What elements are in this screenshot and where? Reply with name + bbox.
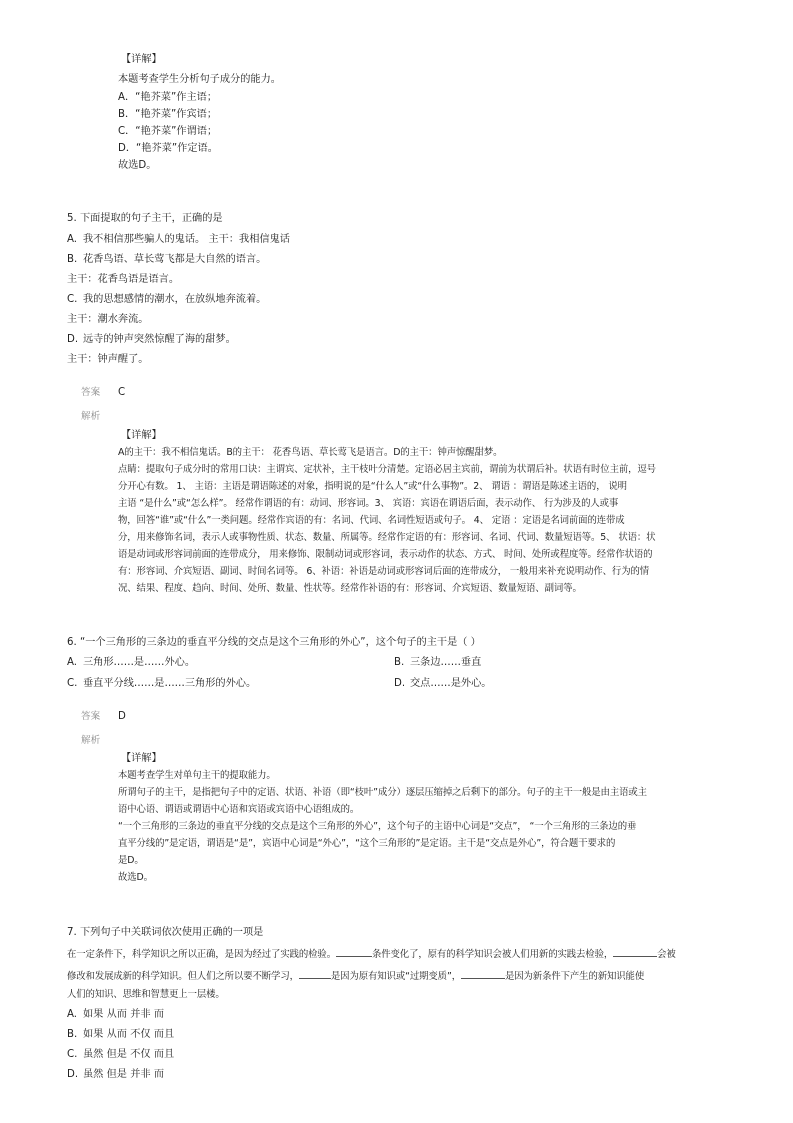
option-text: 如果 从而 不仅 而且 bbox=[83, 1029, 175, 1040]
detail-tag: 【详解】 bbox=[121, 753, 162, 764]
question-7-passage-line-2 bbox=[67, 968, 644, 984]
analysis-line: 分，用来修饰名词，表示人或事物性质、状态、数量、所属等。经常作定语的有：形容词、名词、代词、数量短语等。5、 状语：状 bbox=[118, 532, 656, 543]
detail-option-d: D．“艳芥菜”作定语。 bbox=[118, 143, 218, 154]
answer-value: D bbox=[118, 711, 126, 722]
option-letter: C. bbox=[67, 678, 78, 689]
option-text: 远寺的钟声突然惊醒了海的甜梦。 bbox=[83, 334, 236, 345]
fill-blank bbox=[299, 968, 331, 979]
option-letter: A. bbox=[67, 234, 78, 245]
analysis-line: 物，回答“谁”或“什么”一类问题。经常作宾语的有：名词、代词、名词性短语或句子。 4、 定语 ：定语是名词前面的连带成 bbox=[118, 515, 625, 526]
question-5-option-b bbox=[67, 253, 266, 267]
analysis-line: 本题考查学生对单句主干的提取能力。 bbox=[118, 770, 276, 781]
analysis-line: 是D。 bbox=[118, 855, 144, 866]
question-6-option-c bbox=[67, 677, 256, 691]
fill-blank bbox=[336, 946, 372, 957]
analysis-line: 语中心语、谓语或谓语中心语和宾语或宾语中心语组成的。 bbox=[118, 804, 360, 815]
option-letter: D. bbox=[67, 1069, 79, 1080]
option-letter: D. bbox=[394, 678, 406, 689]
detail-option-c: C．“艳芥菜”作谓语； bbox=[118, 126, 218, 137]
question-5-stem: 5. 下面提取的句子主干，正确的是 bbox=[67, 213, 223, 224]
answer-value: C bbox=[118, 387, 126, 398]
option-letter: A. bbox=[67, 657, 78, 668]
question-7-passage-line-3: 人们的知识、思维和智慧更上一层楼。 bbox=[67, 989, 225, 1000]
detail-tag: 【详解】 bbox=[121, 54, 162, 65]
question-7-option-d bbox=[67, 1068, 164, 1082]
answer-label: 答案 bbox=[81, 711, 101, 722]
question-7-option-c bbox=[67, 1048, 174, 1062]
analysis-line: 直平分线的”是定语，谓语是“是”，宾语中心词是“外心”，“这个三角形的”是定语。主干是“交点是外心”，符合题干要求的 bbox=[118, 838, 616, 849]
analysis-label: 解析 bbox=[81, 411, 101, 422]
question-7-option-a bbox=[67, 1008, 164, 1022]
passage-text: 条件变化了，原有的科学知识会被人们用新的实践去检验， bbox=[371, 949, 614, 960]
option-text: 虽然 但是 并非 而 bbox=[83, 1069, 165, 1080]
question-5-option-c-trunk: 主干：潮水奔流。 bbox=[67, 314, 149, 325]
answer-label: 答案 bbox=[81, 387, 101, 398]
option-letter: B. bbox=[67, 254, 78, 265]
option-text: 三角形……是……外心。 bbox=[83, 657, 196, 668]
option-text: 我的思想感情的潮水，在放纵地奔流着。 bbox=[83, 294, 267, 305]
detail-option-a: A．“艳芥菜”作主语； bbox=[118, 92, 218, 103]
question-6-option-b bbox=[394, 656, 481, 670]
option-text: 我不相信那些骗人的鬼话。 主干：我相信鬼话 bbox=[83, 234, 290, 245]
option-text: 如果 从而 并非 而 bbox=[83, 1009, 165, 1020]
passage-text: 是因为原有知识或“过期变质”， bbox=[330, 971, 461, 982]
option-letter: B. bbox=[67, 1029, 78, 1040]
analysis-line: 点睛：提取句子成分时的常用口诀：主谓宾、定状补，主干枝叶分清楚。定语必居主宾前，谓前为状谓后补。状语有时位主前，逗号 bbox=[118, 464, 656, 475]
question-6-stem: 6. “一个三角形的三条边的垂直平分线的交点是这个三角形的外心”，这个句子的主干是（ ） bbox=[67, 637, 481, 648]
passage-text: 修改和发展成新的科学知识。但人们之所以要不断学习， bbox=[67, 971, 299, 982]
fill-blank bbox=[461, 968, 505, 979]
detail-tag: 【详解】 bbox=[121, 430, 162, 441]
detail-conclusion: 故选D。 bbox=[118, 160, 157, 171]
option-letter: D. bbox=[67, 334, 79, 345]
question-5-option-b-trunk: 主干：花香鸟语是语言。 bbox=[67, 274, 180, 285]
analysis-line: 所谓句子的主干，是指把句子中的定语、状语、补语（即“枝叶”成分）逐层压缩掉之后剩下的部分。句子的主干一般是由主语或主 bbox=[118, 787, 647, 798]
analysis-line: 语是动词或形容词前面的连带成分， 用来修饰、限制动词或形容词，表示动作的状态、方式、 时间、处所或程度等。经常作状语的 bbox=[118, 549, 653, 560]
passage-text: 在一定条件下，科学知识之所以正确，是因为经过了实践的检验。 bbox=[67, 949, 336, 960]
question-5-option-d bbox=[67, 333, 236, 347]
analysis-line: 故选D。 bbox=[118, 872, 153, 883]
option-text: 三条边……垂直 bbox=[410, 657, 482, 668]
option-text: 虽然 但是 不仅 而且 bbox=[83, 1049, 175, 1060]
analysis-line: 有：形容词、介宾短语、副词、时间名词等。 6、补语：补语是动词或形容词后面的连带成分， 一般用来补充说明动作、行为的情 bbox=[118, 566, 650, 577]
option-letter: C. bbox=[67, 294, 78, 305]
question-6-option-d bbox=[394, 677, 492, 691]
fill-blank bbox=[613, 946, 657, 957]
option-letter: B. bbox=[394, 657, 405, 668]
detail-option-b: B．“艳芥菜”作宾语； bbox=[118, 109, 218, 120]
question-7-stem: 7. 下列句子中关联词依次使用正确的一项是 bbox=[67, 927, 264, 938]
analysis-label: 解析 bbox=[81, 735, 101, 746]
analysis-line: 主语 “是什么”或“怎么样”。 经常作谓语的有：动词、形容词。3、 宾语：宾语在谓语后面，表示动作、 行为涉及的人或事 bbox=[118, 498, 619, 509]
analysis-line: 况、结果、程度、趋向、时间、处所、数量、性状等。经常作补语的有：形容词、介宾短语、数量短语、副词等。 bbox=[118, 583, 582, 594]
option-text: 垂直平分线……是……三角形的外心。 bbox=[83, 678, 257, 689]
analysis-line: 分开心有数。 1、 主语：主语是谓语陈述的对象，指明说的是“什么人”或“什么事物”。2、 谓语 ：谓语是陈述主语的， 说明 bbox=[118, 481, 627, 492]
passage-text: 会被 bbox=[657, 949, 676, 960]
question-5-option-c bbox=[67, 293, 266, 307]
question-6-option-a bbox=[67, 656, 195, 670]
option-text: 交点……是外心。 bbox=[410, 678, 492, 689]
option-letter: A. bbox=[67, 1009, 78, 1020]
passage-text: 是因为新条件下产生的新知识能使 bbox=[504, 971, 645, 982]
option-letter: C. bbox=[67, 1049, 78, 1060]
analysis-line: “一个三角形的三条边的垂直平分线的交点是这个三角形的外心”，这个句子的主语中心词是“交点”， “一个三角形的三条边的垂 bbox=[118, 821, 637, 832]
question-7-option-b bbox=[67, 1028, 174, 1042]
detail-intro: 本题考查学生分析句子成分的能力。 bbox=[118, 74, 281, 85]
question-7-passage-line-1 bbox=[67, 946, 676, 962]
question-5-option-d-trunk: 主干：钟声醒了。 bbox=[67, 354, 149, 365]
analysis-line: A的主干：我不相信鬼话。B的主干： 花香鸟语、草长莺飞是语言。D的主干：钟声惊醒甜梦。 bbox=[118, 447, 503, 458]
option-text: 花香鸟语、草长莺飞都是大自然的语言。 bbox=[83, 254, 267, 265]
question-5-option-a bbox=[67, 233, 290, 247]
